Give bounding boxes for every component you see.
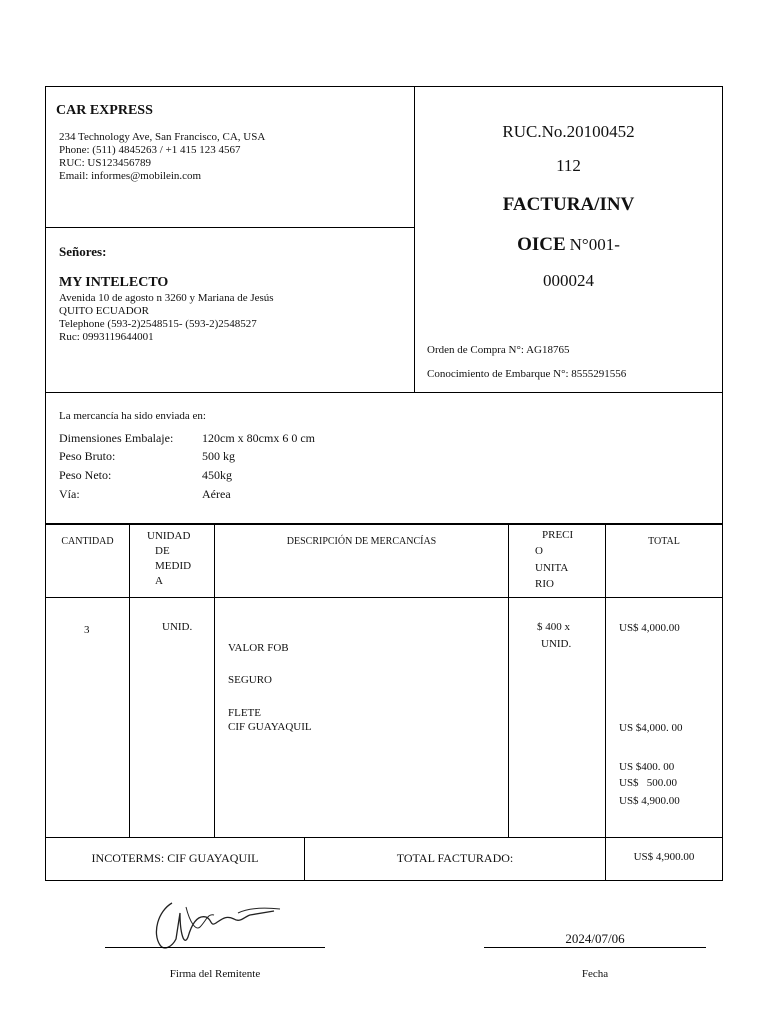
date-line — [484, 947, 706, 948]
total-facturado-label: TOTAL FACTURADO: — [396, 851, 514, 865]
shipment-value-net-weight: 450kg — [202, 468, 232, 482]
invoice-number-prefix: N°001- — [569, 235, 620, 254]
shipment-label-gross-weight: Peso Bruto: — [59, 449, 116, 463]
header-total: TOTAL — [648, 536, 680, 547]
row-total-sum: US$ 4,900.00 — [619, 795, 680, 807]
buyer-address: Avenida 10 de agosto n 3260 y Mariana de Jesús — [59, 292, 274, 304]
invoice-title-line2 — [415, 234, 722, 256]
seller-email: Email: informes@mobilein.com — [59, 170, 202, 182]
header-precio-l2: O — [535, 545, 543, 557]
shipment-value-via: Aérea — [202, 487, 231, 501]
border-top — [45, 86, 723, 87]
row-total-seguro: US $400. 00 — [619, 761, 675, 773]
header-unidad-l2: DE — [155, 545, 170, 557]
invoice-number-suffix: 000024 — [543, 271, 594, 290]
row-desc-valor-fob: VALOR FOB — [228, 642, 289, 654]
row-desc-seguro: SEGURO — [228, 674, 273, 686]
row-precio-l1: $ 400 x — [537, 621, 570, 633]
invoice-title-oice: OICE — [517, 234, 566, 255]
row-total-flete: US$ 500.00 — [619, 777, 678, 789]
signature-scribble — [150, 893, 290, 953]
date-value: 2024/07/06 — [565, 931, 625, 946]
bill-of-lading: Conocimiento de Embarque N°: 8555291556 — [427, 368, 627, 380]
signature-line — [105, 947, 325, 948]
row-precio-l2: UNID. — [541, 638, 572, 650]
buyer-phone: Telephone (593-2)2548515- (593-2)2548527 — [59, 318, 257, 330]
border-left — [45, 86, 46, 881]
shipment-label-net-weight: Peso Neto: — [59, 468, 112, 482]
header-unidad-l3: MEDID — [155, 560, 192, 572]
shipment-label-dimensions: Dimensiones Embalaje: — [59, 431, 174, 445]
header-precio-l4: RIO — [535, 578, 554, 590]
border-bottom — [45, 880, 723, 881]
header-precio-l1: PRECI — [542, 529, 574, 541]
border-right — [722, 86, 723, 881]
divider-header-shipment — [45, 392, 723, 393]
shipment-value-dimensions: 120cm x 80cmx 6 0 cm — [202, 431, 315, 445]
header-precio-l3: UNITA — [535, 562, 569, 574]
invoice-ruc-line2: 112 — [556, 156, 581, 175]
header-descripcion: DESCRIPCIÓN DE MERCANCÍAS — [286, 536, 437, 547]
buyer-city: QUITO ECUADOR — [59, 305, 149, 317]
col-divider-4 — [605, 524, 606, 881]
divider-table-footer — [45, 837, 723, 838]
header-unidad-l1: UNIDAD — [147, 530, 191, 542]
total-facturado-value: US$ 4,900.00 — [633, 851, 695, 863]
shipment-intro: La mercancía ha sido enviada en: — [59, 410, 206, 422]
divider-table-header — [45, 597, 723, 598]
row-desc-cif: CIF GUAYAQUIL — [228, 721, 312, 733]
col-divider-1 — [129, 524, 130, 838]
seller-address: 234 Technology Ave, San Francisco, CA, USA — [59, 131, 266, 143]
invoice-ruc-line1: RUC.No.20100452 — [502, 122, 635, 141]
row-desc-flete: FLETE — [228, 707, 261, 719]
header-cantidad: CANTIDAD — [61, 536, 114, 547]
purchase-order: Orden de Compra N°: AG18765 — [427, 344, 570, 356]
row-total-fob: US$ 4,000.00 — [619, 622, 680, 634]
row-total-cif: US $4,000. 00 — [619, 722, 683, 734]
shipment-value-gross-weight: 500 kg — [202, 449, 235, 463]
header-unidad-l4: A — [155, 575, 163, 587]
col-divider-3 — [508, 524, 509, 838]
divider-seller-buyer — [45, 227, 415, 228]
seller-ruc: RUC: US123456789 — [59, 157, 151, 169]
seller-name: CAR EXPRESS — [56, 103, 153, 118]
incoterms: INCOTERMS: CIF GUAYAQUIL — [91, 851, 259, 865]
buyer-salutation: Señores: — [59, 244, 107, 259]
divider-shipment-table — [45, 523, 723, 525]
buyer-ruc: Ruc: 0993119644001 — [59, 331, 154, 343]
signature-label: Firma del Remitente — [169, 968, 261, 980]
seller-phone: Phone: (511) 4845263 / +1 415 123 4567 — [59, 144, 241, 156]
shipment-label-via: Vía: — [59, 487, 80, 501]
buyer-name: MY INTELECTO — [59, 275, 169, 290]
row-unidad: UNID. — [162, 621, 193, 633]
invoice-title-line1: FACTURA/INV — [502, 194, 635, 215]
row-cantidad: 3 — [84, 624, 90, 636]
date-label: Fecha — [581, 968, 609, 980]
col-divider-2 — [214, 524, 215, 838]
